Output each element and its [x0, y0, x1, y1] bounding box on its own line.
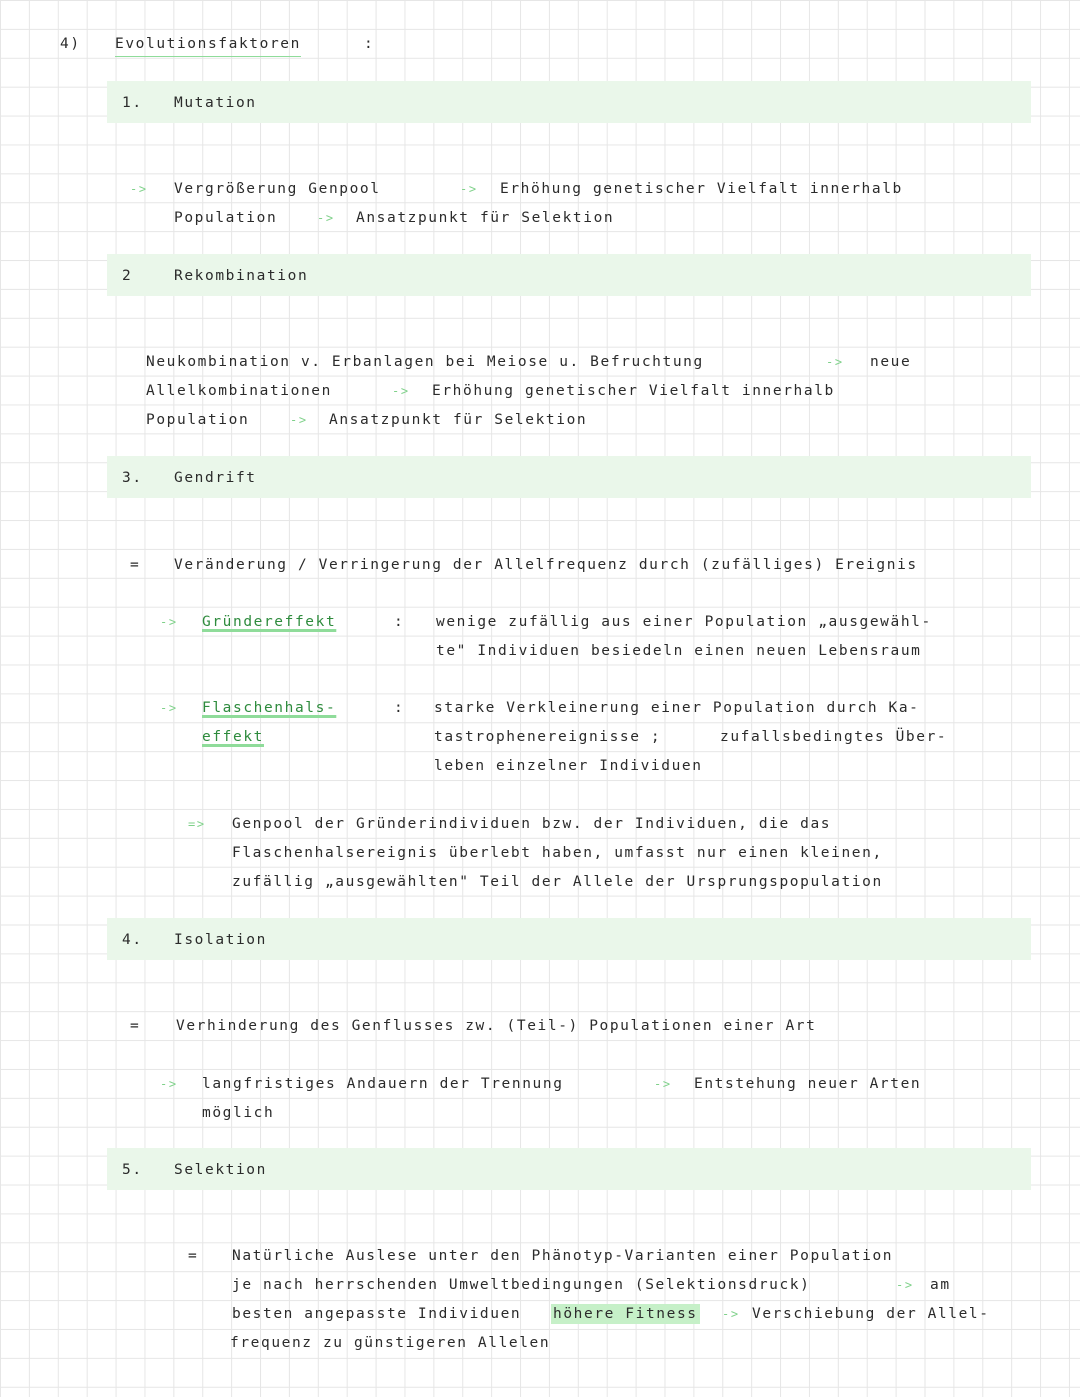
arrow: -> — [130, 182, 148, 196]
text-line: Natürliche Auslese unter den Phänotyp-Varianten einer Population — [232, 1248, 894, 1264]
section-title: Mutation — [174, 95, 257, 111]
text-line: Erhöhung genetischer Vielfalt innerhalb — [500, 181, 903, 197]
text-line: wenige zufällig aus einer Population „ausgewähl- — [436, 614, 932, 630]
conclusion-line: Flaschenhalsereignis überlebt haben, umfasst nur einen kleinen, — [232, 845, 883, 861]
text-line: tastrophenereignisse ; — [434, 729, 662, 745]
section-number: 2 — [122, 268, 133, 284]
text-line: frequenz zu günstigeren Allelen — [230, 1335, 551, 1351]
page-title: Evolutionsfaktoren — [115, 34, 301, 57]
arrow: -> — [160, 1077, 178, 1091]
text-line: te" Individuen besiedeln einen neuen Lebensraum — [436, 643, 922, 659]
text-line: Population — [146, 412, 250, 428]
section-title: Rekombination — [174, 268, 309, 284]
text-line: Entstehung neuer Arten — [694, 1076, 922, 1092]
conclusion-line: Genpool der Gründerindividuen bzw. der Individuen, die das — [232, 816, 832, 832]
arrow: -> — [654, 1077, 672, 1091]
definition: Verhinderung des Genflusses zw. (Teil-) Populationen einer Art — [176, 1018, 817, 1034]
arrow: -> — [290, 413, 308, 427]
term-gruendereffekt: Gründereffekt — [202, 614, 337, 630]
term-colon: : — [394, 614, 405, 630]
text-line: Erhöhung genetischer Vielfalt innerhalb — [432, 383, 835, 399]
text-line: möglich — [202, 1105, 275, 1121]
section-title: Selektion — [174, 1162, 267, 1178]
text-line: Ansatzpunkt für Selektion — [356, 210, 615, 226]
double-arrow: => — [188, 817, 206, 831]
term-colon: : — [394, 700, 405, 716]
section-title: Gendrift — [174, 470, 257, 486]
text-line: besten angepasste Individuen — [232, 1306, 522, 1322]
text-line: am — [930, 1277, 951, 1293]
term-flaschenhals: Flaschenhals- — [202, 700, 337, 716]
arrow: -> — [722, 1307, 740, 1321]
arrow: -> — [896, 1278, 914, 1292]
text-line: Verschiebung der Allel- — [752, 1306, 990, 1322]
conclusion-line: zufällig „ausgewählten" Teil der Allele der Ursprungspopulation — [232, 874, 883, 890]
text-line: langfristiges Andauern der Trennung — [202, 1076, 564, 1092]
definition: Veränderung / Verringerung der Allelfrequenz durch (zufälliges) Ereignis — [174, 557, 918, 573]
text-line: zufallsbedingtes Über- — [720, 729, 948, 745]
arrow: -> — [317, 211, 335, 225]
text-line: Population — [174, 210, 278, 226]
text-line: Ansatzpunkt für Selektion — [329, 412, 588, 428]
section-number: 3. — [122, 470, 143, 486]
highlight-fitness: höhere Fitness — [553, 1306, 698, 1322]
section-title: Isolation — [174, 932, 267, 948]
arrow: -> — [392, 384, 410, 398]
arrow: -> — [160, 615, 178, 629]
title-colon: : — [364, 36, 375, 52]
section-number: 5. — [122, 1162, 143, 1178]
text-line: starke Verkleinerung einer Population durch Ka- — [434, 700, 920, 716]
section-number: 4. — [122, 932, 143, 948]
section-number: 1. — [122, 95, 143, 111]
heading-number: 4) — [60, 36, 81, 52]
arrow: -> — [826, 355, 844, 369]
equals-sign: = — [130, 1018, 141, 1034]
text-line: neue — [870, 354, 912, 370]
arrow: -> — [160, 701, 178, 715]
text-line: leben einzelner Individuen — [434, 758, 703, 774]
text-line: Vergrößerung Genpool — [174, 181, 381, 197]
arrow: -> — [460, 182, 478, 196]
text-line: Allelkombinationen — [146, 383, 332, 399]
term-flaschenhals-cont: effekt — [202, 729, 264, 745]
text-line: je nach herrschenden Umweltbedingungen (Selektionsdruck) — [232, 1277, 811, 1293]
equals-sign: = — [130, 557, 141, 573]
text-line: Neukombination v. Erbanlagen bei Meiose u. Befruchtung — [146, 354, 704, 370]
equals-sign: = — [188, 1248, 199, 1264]
